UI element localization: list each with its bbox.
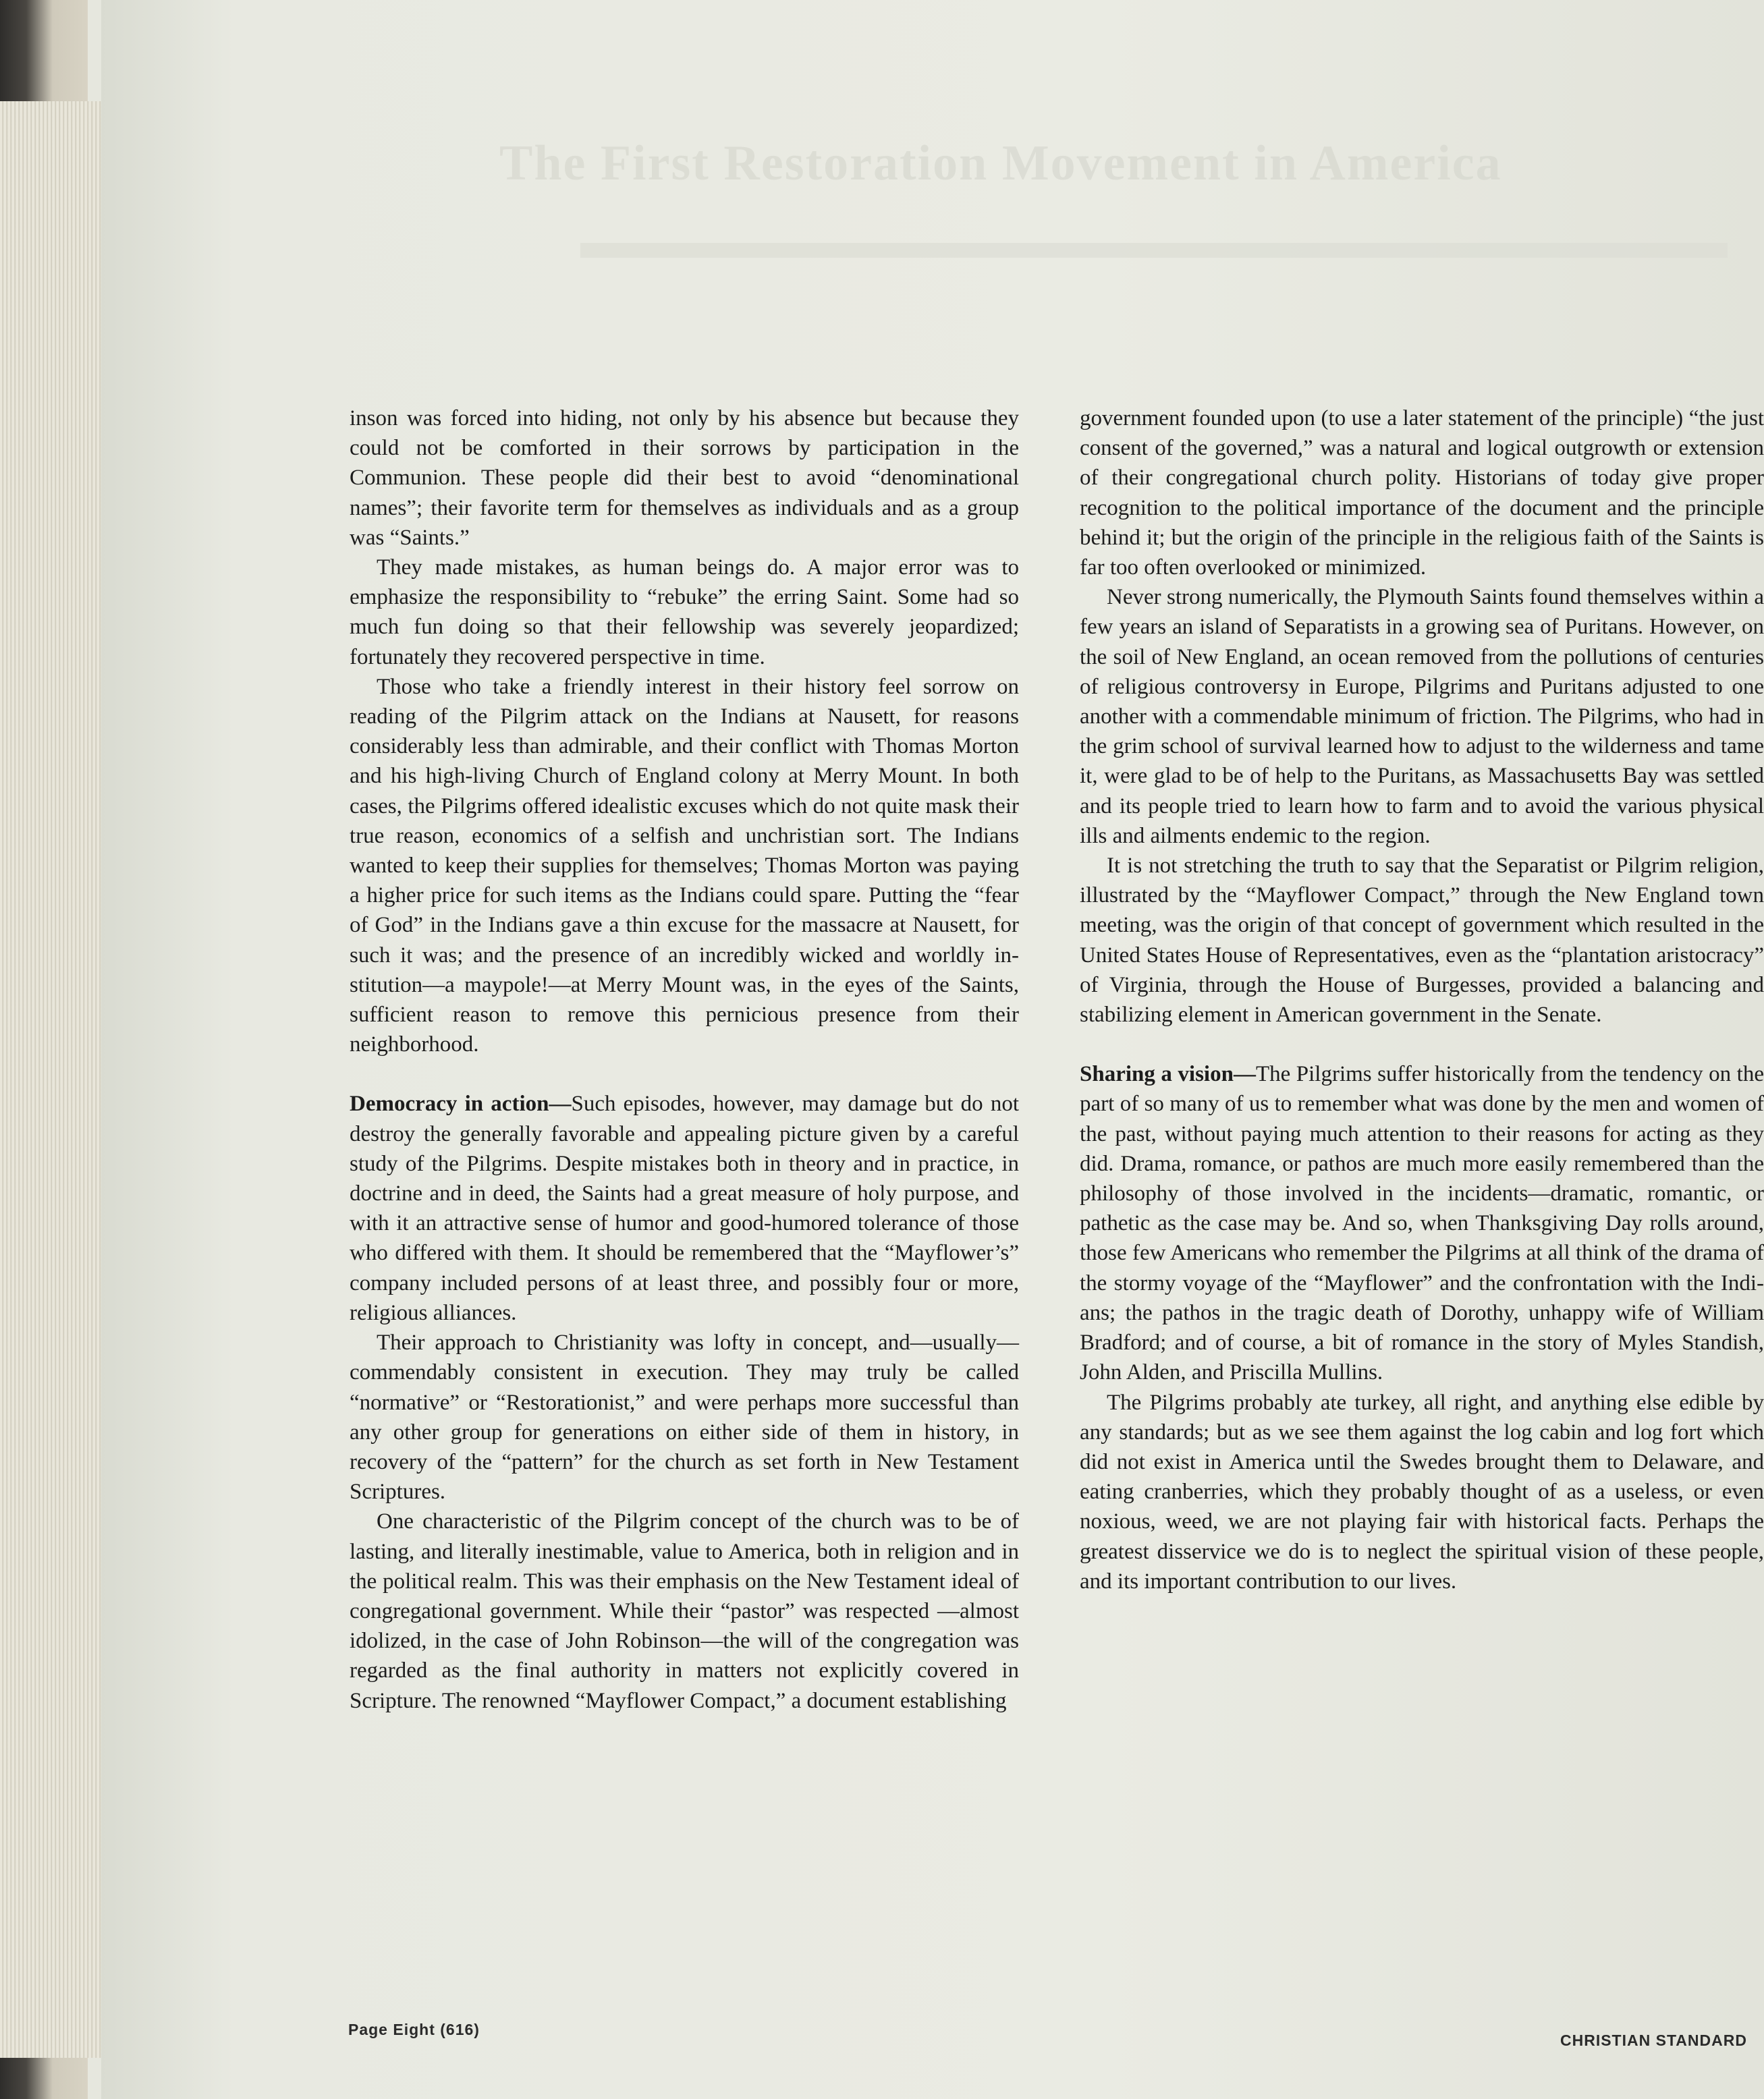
right-paragraph-4-text: The Pilgrims suffer historically from the tendency on the part of so many of us to remember what was done by the men and women of the past, without paying much attention to their reasons for acting as they did. Drama, romance, or pathos are much more easily remembered than the philosophy of those involved in the incidents—dramatic, romantic, or pathetic as the case may be. And so, when Thanksgiving Day rolls around, those few Americans who remember the Pilgrims at all think of the drama of the stormy voyage of the “Mayflower” and the confrontation with the Indians; the pathos in the tragic death of Dorothy, unhappy wife of William Bradford; and of course, a bit of romance in the story of Myles Standish, John Alden, and Priscilla Mullins. [1080,1062,1764,1385]
right-paragraph-3: It is not stretching the truth to say that the Separatist or Pilgrim religion, illustrated by the “Mayflower Compact,” through the New England town meeting, was the origin of that concept of government which resulted in the United States House of Representatives, even as the “plantation aristocracy” of Virginia, through the House of Burgesses, provided a balancing and stabilizing element in American government in the Senate. [1080,853,1764,1028]
left-paragraph-2: They made mistakes, as human beings do. A major error was to emphasize the responsibility to “rebuke” the erring Saint. Some had so much fun doing so that their fellowship was severely jeopardized; fortunately they recovered perspective in time. [350,555,1019,669]
subhead-democracy-in-action: Democracy in action— [350,1092,572,1117]
right-paragraph-4 [1080,1059,1764,1387]
left-paragraph-1: inson was forced into hiding, not only by his absence but because they could not be comforted in their sorrows by participation in the Communion. These people did their best to avoid “denominational names”; their favorite term for themselves as individuals and as a group was “Saints.” [350,406,1019,550]
left-column [350,403,1019,1716]
show-through-title: The First Restoration Movement in America [499,136,1502,191]
left-paragraph-5: Their approach to Christianity was lofty in concept, and—usually—commendably consistent in execution. They may truly be called “normative” or “Restorationist,” and were perhaps more successful than any other group for generations on either side of them in history, in recovery of the “pattern” for the church as set forth in New Testament Scriptures. [350,1331,1019,1505]
right-paragraph-5: The Pilgrims probably ate turkey, all right, and anything else edible by any standards; but as we see them against the log cabin and log fort which did not exist in America until the Swedes brought them to Delaware, and eating cranberries, which they probably thought of as a useless, or even noxious, weed, we are not playing fair with historical facts. Perhaps the greatest disservice we do is to neglect the spiritual vision of these people, and its important contribution to our lives. [1080,1390,1764,1594]
publication-name-footer: CHRISTIAN STANDARD [1560,2032,1747,2049]
page-number-footer: Page Eight (616) [348,2021,480,2038]
left-paragraph-6: One characteristic of the Pilgrim concept of the church was to be of lasting, and literally inestimable, value to America, both in religion and in the political realm. This was their emphasis on the New Testament ideal of congregational government. While their “pastor” was respected —almost idolized, in the case of John Robinson—the will of the congregation was regarded as the final authority in matters not explicitly covered in Scripture. The renowned “Mayflower Compact,” a document establishing [350,1509,1019,1713]
left-paragraph-4-text: Such episodes, however, may damage but do not destroy the generally favorable and appealing picture given by a careful study of the Pilgrims. Despite mistakes both in theory and in practice, in doctrine and in deed, the Saints had a great measure of holy purpose, and with it an attractive sense of humor and good-humored tolerance of those who differed with them. It should be remembered that the “Mayflower’s” company included persons of at least three, and possibly four or more, religious alliances. [350,1092,1019,1325]
right-column [1080,403,1764,1596]
show-through-subtitle-bar [580,243,1728,258]
left-paragraph-4 [350,1089,1019,1328]
left-paragraph-3: Those who take a friendly interest in their history feel sorrow on reading of the Pilgrim attack on the Indians at Nausett, for reasons considerably less than admirable, and their conflict with Thomas Morton and his high-living Church of England colony at Merry Mount. In both cases, the Pilgrims offered idealistic excuses which do not quite mask their true reason, economics of a selfish and unchristian sort. The Indians wanted to keep their supplies for themselves; Thomas Morton was paying a higher price for such items as the Indians could spare. Putting the “fear of God” in the Indians gave a thin excuse for the massacre at Nausett, for such it was; and the presence of an incredibly wicked and worldly institution—a maypole!—at Merry Mount was, in the eyes of the Saints, sufficient reason to remove this pernicious presence from their neighborhood. [350,674,1019,1057]
right-paragraph-2: Never strong numerically, the Plymouth Saints found themselves within a few years an island of Separatists in a growing sea of Puritans. However, on the soil of New England, an ocean removed from the pollutions of centuries of religious controversy in Europe, Pilgrims and Puritans adjusted to one another with a commendable minimum of friction. The Pilgrims, who had in the grim school of survival learned how to adjust to the wilderness and tame it, were glad to be of help to the Puritans, as Massachusetts Bay was settled and its people tried to learn how to farm and to avoid the various physical ills and ailments endemic to the region. [1080,585,1764,848]
right-paragraph-1: government founded upon (to use a later statement of the principle) “the just consent of the governed,” was a natural and logical outgrowth or extension of their congregational church polity. Historians of today give proper recognition to the political importance of the document and the principle behind it; but the origin of the principle in the religious faith of the Saints is far too often overlooked or minimized. [1080,406,1764,580]
subhead-sharing-a-vision: Sharing a vision— [1080,1062,1256,1087]
